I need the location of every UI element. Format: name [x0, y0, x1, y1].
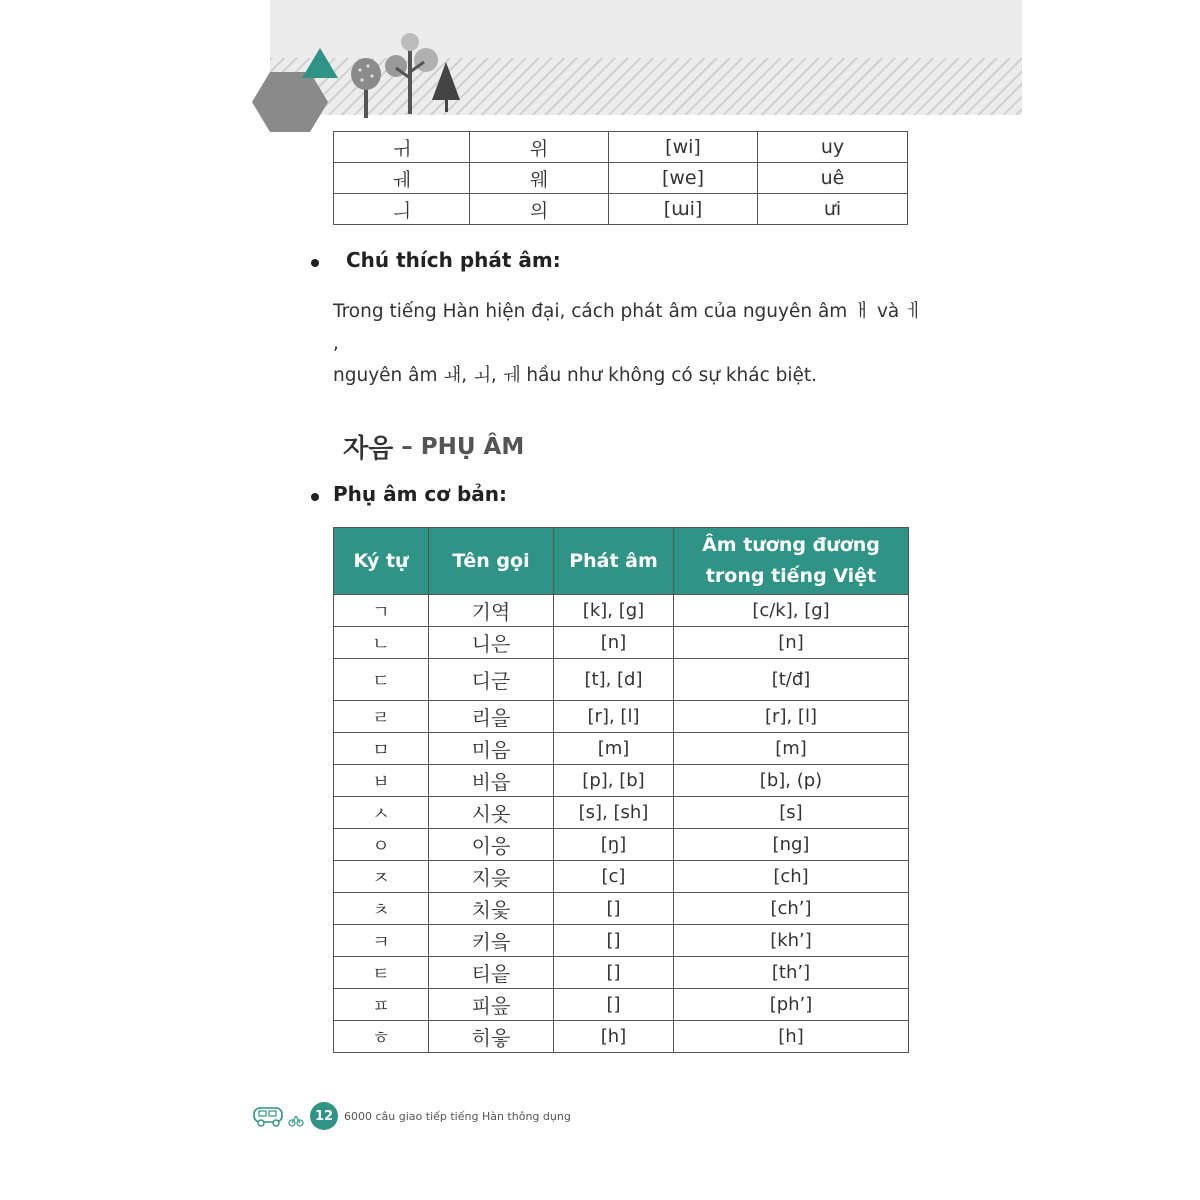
table-row — [334, 861, 909, 893]
cell-letter: ㅎ — [334, 1021, 429, 1053]
table-row — [334, 132, 908, 163]
vowel-ipa: [wi] — [609, 132, 758, 163]
cell-letter: ㄷ — [334, 659, 429, 701]
cell-pronunciation: [p], [b] — [554, 765, 674, 797]
vowel-viet: ưi — [758, 194, 908, 225]
tree-icon-1 — [351, 58, 381, 118]
cell-name: 피읖 — [429, 989, 554, 1021]
cell-vietnamese: [ch’] — [674, 893, 909, 925]
cell-pronunciation: [n] — [554, 627, 674, 659]
table-row — [334, 733, 909, 765]
cell-letter: ㅍ — [334, 989, 429, 1021]
table-row — [334, 701, 909, 733]
cell-pronunciation: [] — [554, 893, 674, 925]
section-title-korean: 자음 — [343, 434, 394, 464]
subsection-title: Phụ âm cơ bản: — [333, 482, 508, 506]
bullet-icon — [311, 493, 319, 501]
cell-name: 미음 — [429, 733, 554, 765]
cell-pronunciation: [c] — [554, 861, 674, 893]
cell-pronunciation: [] — [554, 957, 674, 989]
cell-vietnamese: [ch] — [674, 861, 909, 893]
cell-name: 비읍 — [429, 765, 554, 797]
table-row — [334, 595, 909, 627]
cell-letter: ㅌ — [334, 957, 429, 989]
cell-name: 키읔 — [429, 925, 554, 957]
section-heading — [333, 428, 524, 465]
cell-pronunciation: [r], [l] — [554, 701, 674, 733]
table-row — [334, 163, 908, 194]
vowel-name: 위 — [470, 132, 609, 163]
cell-letter: ㅂ — [334, 765, 429, 797]
cell-name: 지읒 — [429, 861, 554, 893]
column-header-name: Tên gọi — [429, 528, 554, 595]
table-row — [334, 893, 909, 925]
tree-icon-2 — [385, 33, 438, 114]
cell-vietnamese: [s] — [674, 797, 909, 829]
table-row — [334, 765, 909, 797]
vowel-ipa: [ɯi] — [609, 194, 758, 225]
book-title: 6000 câu giao tiếp tiếng Hàn thông dụng — [344, 1109, 571, 1123]
vowel-viet: uy — [758, 132, 908, 163]
cell-name: 히읗 — [429, 1021, 554, 1053]
cell-letter: ㅋ — [334, 925, 429, 957]
vowel-ipa: [we] — [609, 163, 758, 194]
cell-vietnamese: [th’] — [674, 957, 909, 989]
column-header-pronunciation: Phát âm — [554, 528, 674, 595]
consonant-table-body — [334, 595, 909, 1053]
table-row — [334, 1021, 909, 1053]
vowel-letter: ㅞ — [334, 163, 470, 194]
vowel-name: 웨 — [470, 163, 609, 194]
vowel-letter: ㅟ — [334, 132, 470, 163]
cell-letter: ㄴ — [334, 627, 429, 659]
cell-vietnamese: [n] — [674, 627, 909, 659]
note-line-1: Trong tiếng Hàn hiện đại, cách phát âm của nguyên âm ㅐ và ㅔ , — [333, 301, 923, 354]
hexagon-shape — [252, 72, 328, 132]
cell-pronunciation: [ŋ] — [554, 829, 674, 861]
table-row — [334, 957, 909, 989]
cell-vietnamese: [m] — [674, 733, 909, 765]
car-icon — [252, 1104, 304, 1128]
table-row — [334, 627, 909, 659]
page-footer — [252, 1102, 571, 1130]
cell-letter: ㅁ — [334, 733, 429, 765]
cell-name: 이응 — [429, 829, 554, 861]
section-title-latin: – PHỤ ÂM — [401, 433, 525, 460]
cell-vietnamese: [b], (p) — [674, 765, 909, 797]
table-row — [334, 797, 909, 829]
cell-letter: ㅈ — [334, 861, 429, 893]
vowel-viet: uê — [758, 163, 908, 194]
vowel-name: 의 — [470, 194, 609, 225]
table-row — [334, 829, 909, 861]
bullet-icon — [311, 259, 319, 267]
table-row — [334, 659, 909, 701]
note-title: Chú thích phát âm: — [346, 248, 561, 272]
cell-pronunciation: [] — [554, 989, 674, 1021]
cell-letter: ㄱ — [334, 595, 429, 627]
cell-name: 기역 — [429, 595, 554, 627]
tree-icon-3 — [432, 62, 460, 112]
cell-name: 리을 — [429, 701, 554, 733]
triangle-shape — [302, 48, 338, 78]
cell-vietnamese: [kh’] — [674, 925, 909, 957]
column-header-letter: Ký tự — [334, 528, 429, 595]
page-number: 12 — [310, 1102, 338, 1130]
table-row — [334, 194, 908, 225]
consonant-table — [333, 527, 909, 1053]
table-row — [334, 989, 909, 1021]
cell-name: 티읕 — [429, 957, 554, 989]
cell-vietnamese: [t/đ] — [674, 659, 909, 701]
note-body — [333, 296, 933, 392]
cell-name: 시옷 — [429, 797, 554, 829]
cell-name: 니은 — [429, 627, 554, 659]
cell-name: 치읓 — [429, 893, 554, 925]
cell-vietnamese: [ng] — [674, 829, 909, 861]
cell-pronunciation: [] — [554, 925, 674, 957]
cell-vietnamese: [ph’] — [674, 989, 909, 1021]
cell-pronunciation: [k], [g] — [554, 595, 674, 627]
cell-letter: ㅇ — [334, 829, 429, 861]
vowel-letter: ㅢ — [334, 194, 470, 225]
note-line-2: nguyên âm ㅙ, ㅚ, ㅞ hầu như không có sự khác biệt. — [333, 365, 818, 386]
table-row — [334, 925, 909, 957]
cell-pronunciation: [s], [sh] — [554, 797, 674, 829]
cell-pronunciation: [t], [d] — [554, 659, 674, 701]
cell-letter: ㅅ — [334, 797, 429, 829]
vowel-table — [333, 131, 908, 225]
cell-vietnamese: [h] — [674, 1021, 909, 1053]
cell-vietnamese: [c/k], [g] — [674, 595, 909, 627]
cell-pronunciation: [h] — [554, 1021, 674, 1053]
header-illustration — [250, 28, 480, 138]
column-header-vietnamese: Âm tương đương trong tiếng Việt — [674, 528, 909, 595]
table-header-row — [334, 528, 909, 595]
cell-letter: ㄹ — [334, 701, 429, 733]
cell-vietnamese: [r], [l] — [674, 701, 909, 733]
cell-name: 디귿 — [429, 659, 554, 701]
cell-pronunciation: [m] — [554, 733, 674, 765]
cell-letter: ㅊ — [334, 893, 429, 925]
